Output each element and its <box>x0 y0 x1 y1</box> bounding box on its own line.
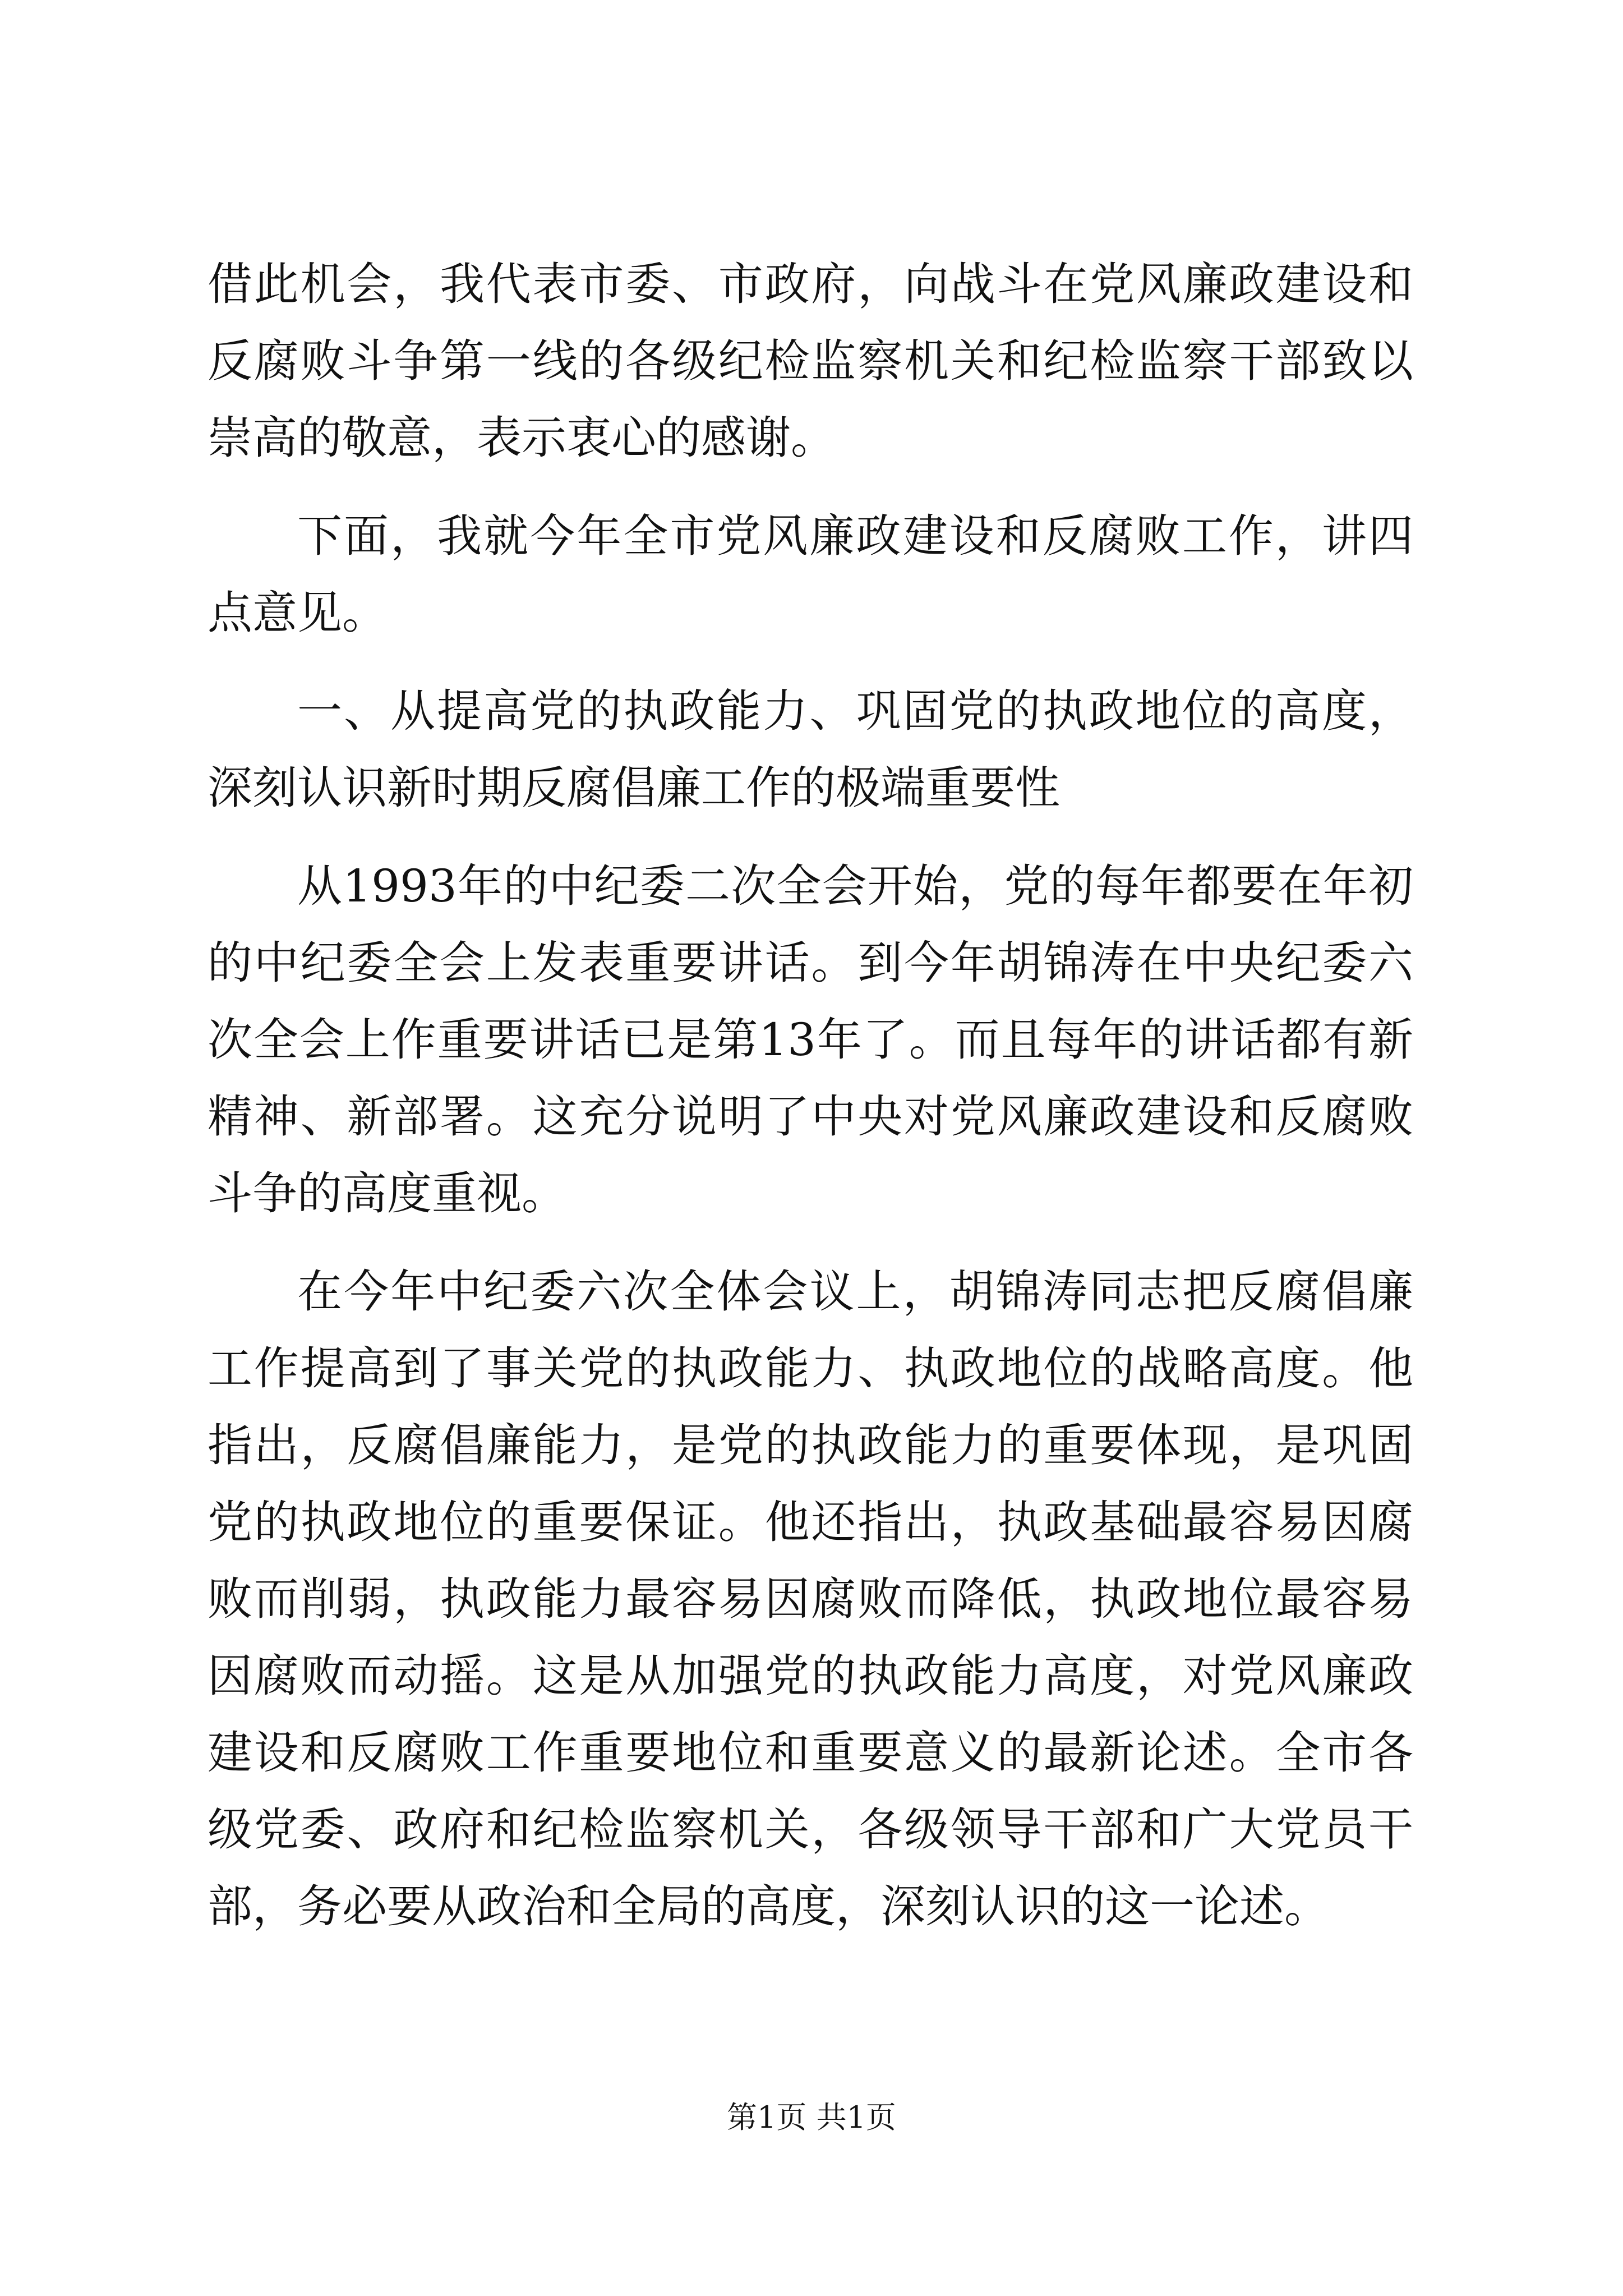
paragraph-2: 下面，我就今年全市党风廉政建设和反腐败工作，讲四点意见。 <box>208 510 1413 639</box>
paragraph-3: 从1993年的中纪委二次全会开始，党的每年都要在年初的中纪委全会上发表重要讲话。到今年胡锦涛在中央纪委六次全会上作重要讲话已是第13年了。而且每年的讲话都有新精神、新部署。这充分说明了中央对党风廉政建设和反腐败斗争的高度重视。 <box>208 860 1413 1220</box>
document-body <box>208 246 1413 1966</box>
paragraph-1: 借此机会，我代表市委、市政府，向战斗在党风廉政建设和反腐败斗争第一线的各级纪检监察机关和纪检监察干部致以崇高的敬意，表示衷心的感谢。 <box>208 258 1413 464</box>
paragraph-4: 在今年中纪委六次全体会议上，胡锦涛同志把反腐倡廉工作提高到了事关党的执政能力、执政地位的战略高度。他指出，反腐倡廉能力，是党的执政能力的重要体现，是巩固党的执政地位的重要保证。他还指出，执政基础最容易因腐败而削弱，执政能力最容易因腐败而降低，执政地位最容易因腐败而动摇。这是从加强党的执政能力高度，对党风廉政建设和反腐败工作重要地位和重要意义的最新论述。全市各级党委、政府和纪检监察机关，各级领导干部和广大党员干部，务必要从政治和全局的高度，深刻认识的这一论述。 <box>208 1266 1413 1932</box>
section-heading-1: 一、从提高党的执政能力、巩固党的执政地位的高度，深刻认识新时期反腐倡廉工作的极端重要性 <box>208 685 1413 814</box>
page-footer: 第1页 共1页 <box>727 2100 896 2135</box>
